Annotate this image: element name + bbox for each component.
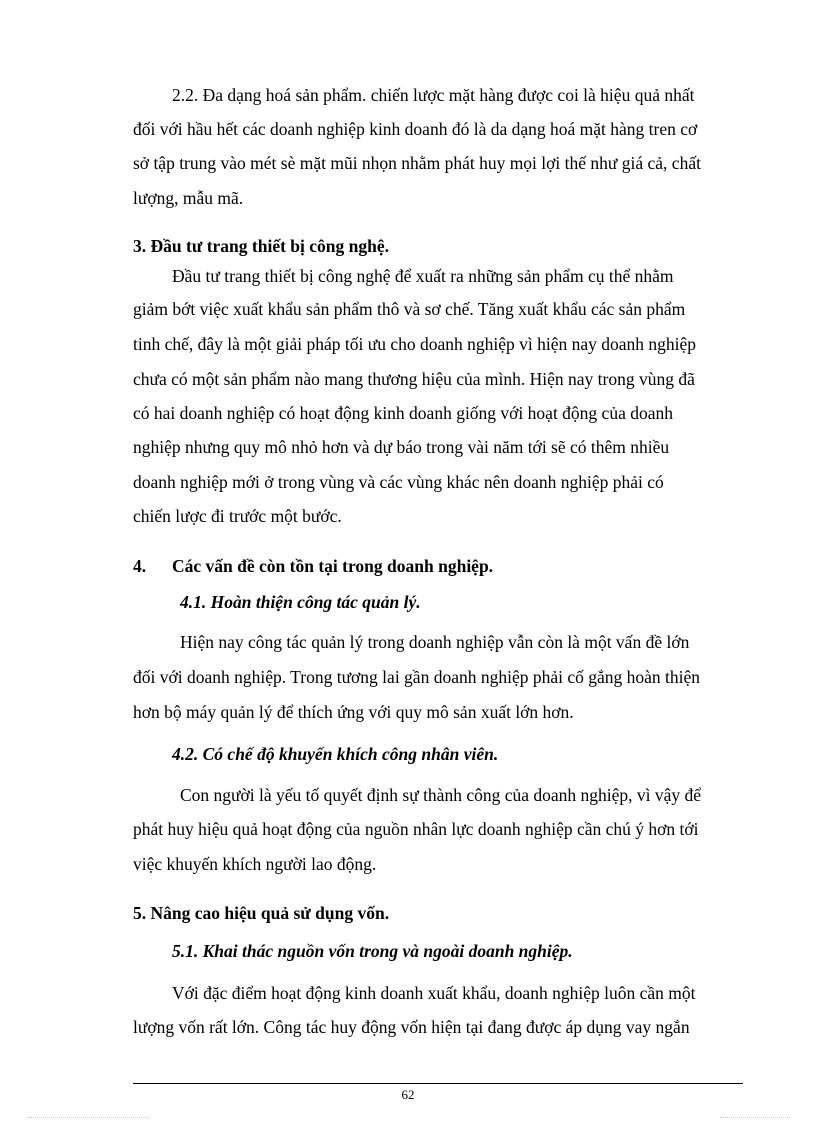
body-line: việc khuyến khích người lao động. <box>133 854 377 874</box>
section-heading-3: 3. Đầu tư trang thiết bị công nghệ. <box>133 236 389 256</box>
body-line: Đầu tư trang thiết bị công nghệ để xuất ra những sản phẩm cụ thể nhằm <box>172 266 674 286</box>
body-line: chiến lược đi trước một bước. <box>133 506 342 526</box>
body-line: tinh chế, đây là một giải pháp tối ưu cho doanh nghiệp vì hiện nay doanh nghiệp <box>133 334 697 354</box>
body-line: hơn bộ máy quản lý để thích ứng với quy mô sản xuất lớn hơn. <box>133 702 574 722</box>
body-line: Con người là yếu tố quyết định sự thành công của doanh nghiệp, vì vậy để <box>180 785 702 805</box>
body-line: có hai doanh nghiệp có hoạt động kinh doanh giống với hoạt động của doanh <box>133 403 673 423</box>
footer-rule <box>133 1083 743 1084</box>
bottom-dotted-line-right <box>720 1117 790 1118</box>
body-line: giảm bớt việc xuất khẩu sản phẩm thô và sơ chế. Tăng xuất khẩu các sản phẩm <box>133 299 686 319</box>
body-line: chưa có một sản phẩm nào mang thương hiệu của mình. Hiện nay trong vùng đã <box>133 369 695 389</box>
subsection-heading-4-1: 4.1. Hoàn thiện công tác quản lý. <box>180 592 421 612</box>
body-line: phát huy hiệu quả hoạt động của nguồn nhân lực doanh nghiệp cần chú ý hơn tới <box>133 819 699 839</box>
body-line: lượng vốn rất lớn. Công tác huy động vốn hiện tại đang được áp dụng vay ngắn <box>133 1017 690 1037</box>
section-heading-4: Các vấn đề còn tồn tại trong doanh nghiệp. <box>172 556 494 576</box>
body-line: sở tập trung vào mét sè mặt mũi nhọn nhằm phát huy mọi lợi thế như giá cả, chất <box>133 153 701 173</box>
body-line: Hiện nay công tác quản lý trong doanh nghiệp vẫn còn là một vấn đề lớn <box>180 632 690 652</box>
body-line: lượng, mẫu mã. <box>133 188 244 208</box>
page-number: 62 <box>401 1087 415 1102</box>
body-line: Với đặc điểm hoạt động kinh doanh xuất khẩu, doanh nghiệp luôn cần một <box>172 983 696 1003</box>
body-line: đối với doanh nghiệp. Trong tương lai gần doanh nghiệp phải cố gắng hoàn thiện <box>133 667 701 687</box>
body-line: đối với hầu hết các doanh nghiệp kinh doanh đó là da dạng hoá mặt hàng tren cơ <box>133 119 698 139</box>
section-number-4: 4. <box>133 556 147 576</box>
body-line: nghiệp nhưng quy mô nhỏ hơn và dự báo trong vài năm tới sẽ có thêm nhiều <box>133 437 670 457</box>
body-line: 2.2. Đa dạng hoá sản phẩm. chiến lược mặt hàng được coi là hiệu quả nhất <box>172 85 695 105</box>
subsection-heading-4-2: 4.2. Có chế độ khuyến khích công nhân viên. <box>172 744 499 764</box>
subsection-heading-5-1: 5.1. Khai thác nguồn vốn trong và ngoài doanh nghiệp. <box>172 941 573 961</box>
bottom-dotted-line-left <box>28 1117 148 1118</box>
section-heading-5: 5. Nâng cao hiệu quả sử dụng vốn. <box>133 903 390 923</box>
body-line: doanh nghiệp mới ở trong vùng và các vùng khác nên doanh nghiệp phải có <box>133 472 664 492</box>
